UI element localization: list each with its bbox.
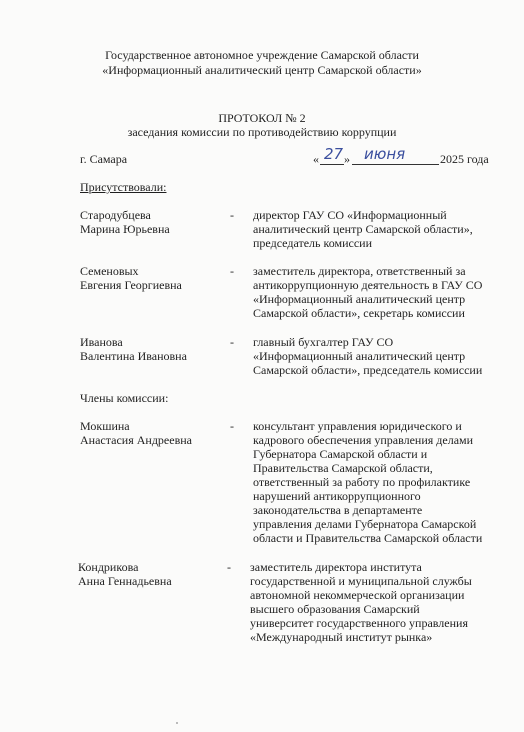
role-line: Правительства Самарской области,: [253, 461, 433, 475]
name-given: Анна Геннадьевна: [78, 574, 172, 588]
member-1-name: [78, 560, 228, 588]
role-line: Губернатора Самарской области и: [253, 447, 428, 461]
role-line: автономной некоммерческой организации: [250, 588, 465, 602]
role-line: законодательства в департаменте: [253, 503, 423, 517]
present-2-name: [80, 335, 230, 363]
role-line: директор ГАУ СО «Информационный: [253, 208, 447, 222]
city: г. Самара: [80, 152, 128, 166]
present-0-name: [80, 208, 230, 236]
date-open-quote: «: [313, 152, 319, 166]
member-0-role: [253, 419, 490, 545]
role-line: кадрового обеспечения управления делами: [253, 433, 474, 447]
present-0-dash: -: [230, 208, 234, 222]
role-line: консультант управления юридического и: [253, 419, 462, 433]
date-day-handwritten: 27: [324, 145, 344, 163]
role-line: антикоррупционную деятельность в ГАУ СО: [253, 278, 483, 292]
role-line: «Информационный аналитический центр: [253, 349, 466, 363]
present-1-role: [253, 264, 490, 320]
role-line: заместитель директора, ответственный за: [253, 264, 466, 278]
name-surname: Семеновых: [80, 264, 139, 278]
org-name-line-2: «Информационный аналитический центр Самарской области»: [102, 63, 422, 77]
role-line: «Информационный аналитический центр: [253, 292, 466, 306]
role-line: главный бухгалтер ГАУ СО: [253, 335, 394, 349]
name-surname: Кондрикова: [78, 560, 139, 574]
member-1-dash: -: [227, 560, 231, 574]
org-name-line-1: Государственное автономное учреждение Самарской области: [105, 48, 419, 62]
present-2-dash: -: [230, 335, 234, 349]
present-heading: Присутствовали:: [80, 180, 167, 194]
role-line: Самарской области», председатель комиссии: [253, 363, 483, 377]
date-month-underline: [352, 164, 439, 165]
member-1-role: [250, 560, 487, 644]
name-surname: Иванова: [80, 335, 123, 349]
date-year: 2025 года: [440, 152, 489, 166]
name-given: Валентина Ивановна: [80, 349, 187, 363]
name-surname: Мокшина: [80, 419, 130, 433]
role-line: государственной и муниципальной службы: [250, 574, 472, 588]
name-given: Марина Юрьевна: [80, 222, 170, 236]
role-line: Самарской области», секретарь комиссии: [253, 306, 465, 320]
role-line: председатель комиссии: [253, 236, 372, 250]
member-0-dash: -: [230, 419, 234, 433]
scan-speck: [176, 722, 178, 724]
name-given: Анастасия Андреевна: [80, 433, 192, 447]
role-line: «Международный институт рынка»: [250, 630, 433, 644]
present-2-role: [253, 335, 490, 377]
role-line: ответственный за работу по профилактике: [253, 475, 471, 489]
date-month-handwritten: июня: [364, 145, 406, 163]
protocol-subtitle: заседания комиссии по противодействию коррупции: [127, 125, 397, 139]
protocol-title: ПРОТОКОЛ № 2: [218, 111, 306, 125]
present-1-dash: -: [230, 264, 234, 278]
name-given: Евгения Георгиевна: [80, 278, 182, 292]
role-line: высшего образования Самарский: [250, 602, 420, 616]
role-line: аналитический центр Самарской области»,: [253, 222, 473, 236]
present-1-name: [80, 264, 230, 292]
role-line: университет государственного управления: [250, 616, 468, 630]
member-0-name: [80, 419, 230, 447]
role-line: управления делами Губернатора Самарской: [253, 517, 477, 531]
date-close-quote: »: [344, 152, 350, 166]
members-heading: Члены комиссии:: [80, 391, 169, 405]
name-surname: Стародубцева: [80, 208, 151, 222]
role-line: нарушений антикоррупционного: [253, 489, 421, 503]
role-line: заместитель директора института: [250, 560, 422, 574]
present-0-role: [253, 208, 490, 250]
role-line: области и Правительства Самарской области: [253, 531, 483, 545]
date-day-underline: [320, 164, 344, 165]
